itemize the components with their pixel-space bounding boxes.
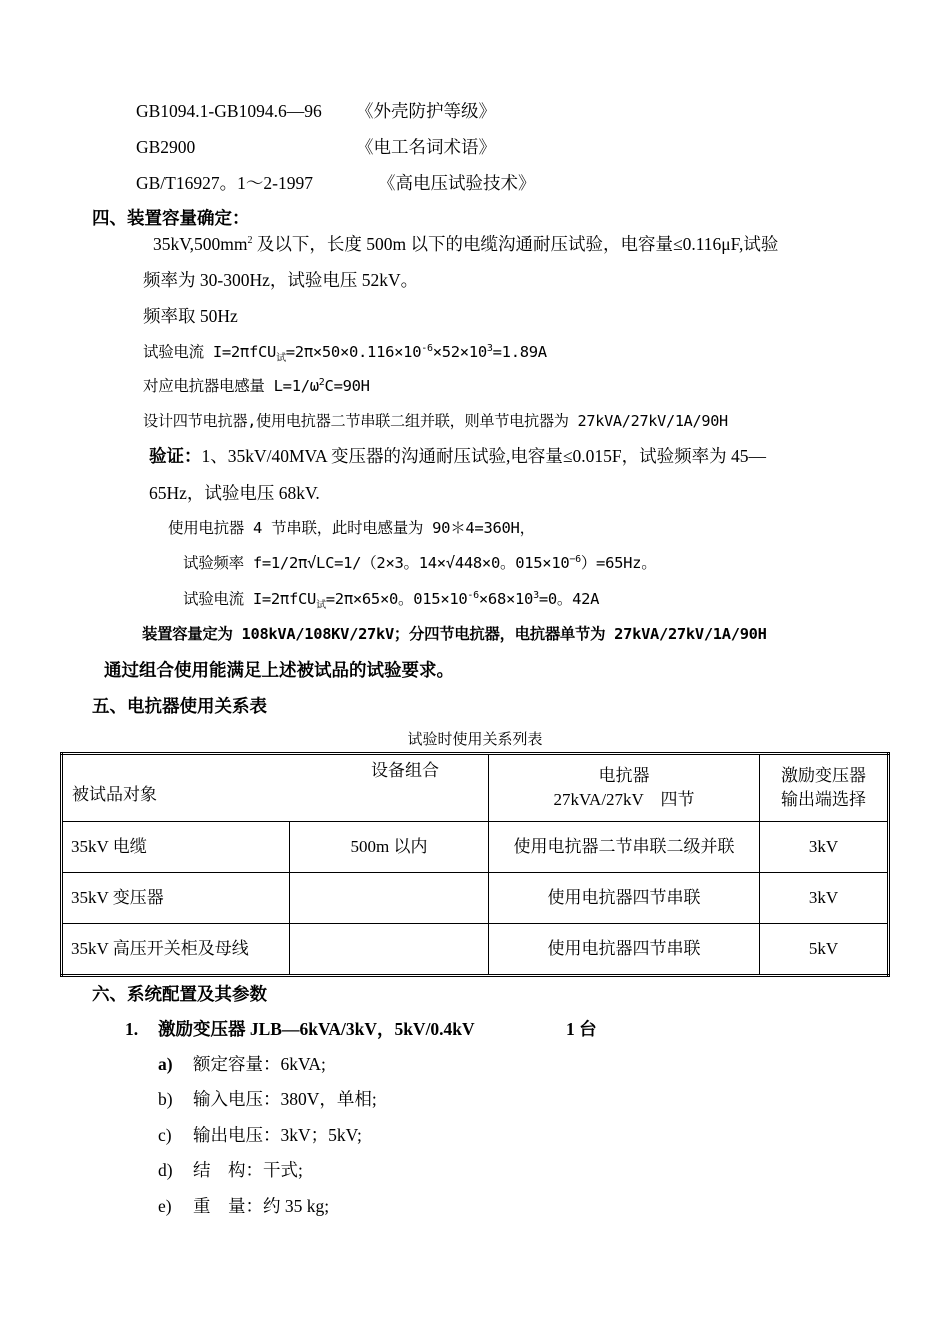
header-combo: 设备组合 [371, 761, 439, 780]
header-object: 被试品对象 [72, 785, 157, 804]
paragraph-line: 频率为 30-300Hz，试验电压 52kV。 [143, 270, 419, 290]
table-caption: 试验时使用关系列表 [407, 732, 543, 748]
section-heading: 六、系统配置及其参数 [92, 984, 267, 1004]
cell-range: 500m 以内 [290, 822, 489, 873]
header-cell-object [62, 754, 489, 822]
standard-title: 《电工名词术语》 [356, 137, 496, 157]
paragraph-line: 65Hz，试验电压 68kV. [149, 483, 320, 503]
table-row [62, 924, 889, 976]
cell-reactor: 使用电抗器二节串联二级并联 [489, 822, 760, 873]
paragraph-line: 验证：1、35kV/40MVA 变压器的沟通耐压试验,电容量≤0.015F，试验频率为 45— [149, 446, 766, 466]
paragraph-line: 频率取 50Hz [143, 306, 238, 326]
standard-title: 《外壳防护等级》 [356, 101, 496, 121]
spec-item: b) 输入电压：380V，单相; [158, 1089, 377, 1109]
spec-item: d) 结 构：干式; [158, 1160, 303, 1180]
paragraph-line: 设计四节电抗器,使用电抗器二节串联二组并联，则单节电抗器为 27kVA/27kV/1A/90H [143, 412, 728, 430]
paragraph-line: 使用电抗器 4 节串联，此时电感量为 90＊4=360H， [168, 519, 535, 537]
cell-reactor: 使用电抗器四节串联 [489, 924, 760, 976]
formula-line: 试验电流 $I=2\pi fCU_试=2\pi\times 50\times 0.116\times 10^{-6}\times 52\times 10^3=1.89A$ [143, 342, 547, 365]
conclusion-line: 装置容量定为 108kVA/108KV/27kV；分四节电抗器，电抗器单节为 27kVA/27kV/1A/90H [142, 625, 767, 643]
standard-title: 《高电压试验技术》 [378, 173, 536, 193]
conclusion-line: 通过组合使用能满足上述被试品的试验要求。 [104, 660, 454, 680]
cell-exciter: 5kV [760, 924, 889, 976]
table-row [62, 873, 889, 924]
cell-exciter: 3kV [760, 822, 889, 873]
section-heading: 四、装置容量确定： [92, 208, 250, 228]
spec-item: a) 额定容量：6kVA; [158, 1054, 326, 1074]
list-item-quantity: 1 台 [566, 1019, 597, 1039]
standard-code: GB1094.1-GB1094.6—96 [136, 101, 322, 121]
cell-range [290, 873, 489, 924]
cell-object: 35kV 电缆 [62, 822, 290, 873]
cell-object: 35kV 高压开关柜及母线 [62, 924, 290, 976]
reactor-usage-table [60, 752, 890, 977]
header-exciter: 激励变压器 输出端选择 [760, 754, 889, 822]
cell-object: 35kV 变压器 [62, 873, 290, 924]
paragraph-line: $35kV,500mm^2$ 及以下，长度 500m 以下的电缆沟通耐压试验，电容量≤0.116μF,试验 [153, 234, 779, 254]
spec-item: e) 重 量：约 35 kg; [158, 1196, 330, 1216]
standard-code: GB2900 [136, 137, 196, 157]
cell-reactor: 使用电抗器四节串联 [489, 873, 760, 924]
header-reactor: 电抗器 27kVA/27kV 四节 [489, 754, 760, 822]
table-row [62, 822, 889, 873]
formula-line: 试验频率 f=1/2π√LC=1/（2×3。14×√448×0。$015\times 10^{-6})=65Hz$。 [183, 553, 657, 572]
cell-range [290, 924, 489, 976]
spec-item: c) 输出电压：3kV；5kV; [158, 1125, 362, 1145]
formula-line: 试验电流 I=2πfCU$_试$=2π×65×0。$015\times 10^{-6}\times 68\times 10^3=0$。42A [183, 589, 600, 612]
table-header-row [62, 754, 889, 822]
section-heading: 五、电抗器使用关系表 [92, 696, 267, 716]
standard-code: GB/T16927。1～2-1997 [136, 173, 313, 193]
cell-exciter: 3kV [760, 873, 889, 924]
list-item-number: 1. [125, 1019, 139, 1039]
formula-line: 对应电抗器电感量 $L=1/\omega^2C=90H$ [143, 376, 370, 395]
list-item-title: 激励变压器 JLB—6kVA/3kV，5kV/0.4kV [158, 1019, 475, 1039]
